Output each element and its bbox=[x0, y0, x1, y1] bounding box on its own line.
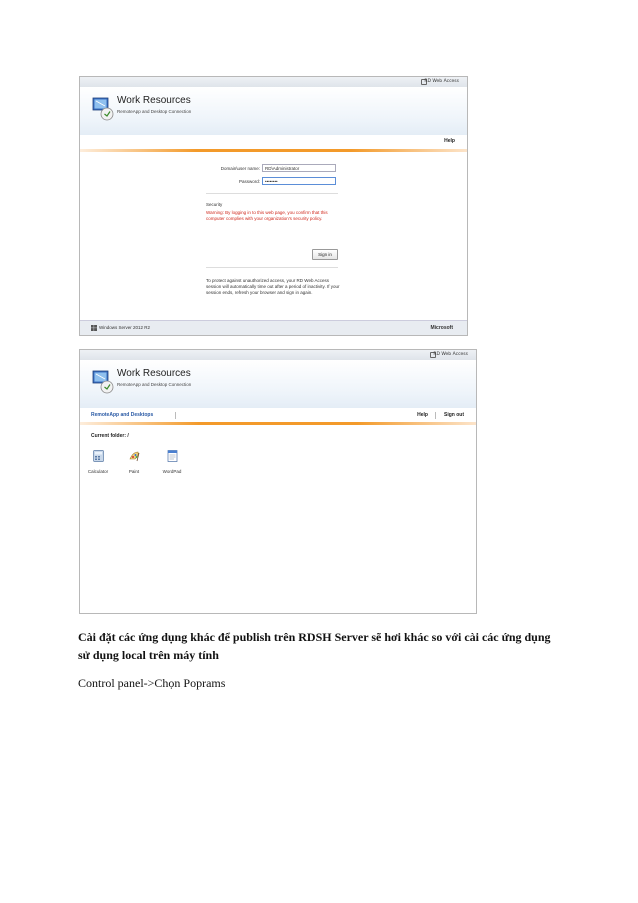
page-subtitle: RemoteApp and Desktop Connection bbox=[117, 109, 192, 114]
top-strip bbox=[80, 77, 467, 87]
app-wordpad[interactable] bbox=[158, 447, 186, 474]
current-folder: Current folder: / bbox=[91, 433, 129, 439]
app-label: Paint bbox=[128, 469, 140, 474]
remoteapp-logo-icon bbox=[92, 96, 114, 122]
windows-logo-icon bbox=[91, 325, 97, 331]
timeout-info: To protect against unauthorized access, your RD Web Access session will automatically time out after a period of inactivity. If your session ends, refresh your browser and sign in again. bbox=[206, 278, 340, 295]
security-heading: Security bbox=[206, 202, 223, 207]
header-band bbox=[80, 360, 476, 408]
login-screenshot bbox=[79, 76, 468, 336]
rd-web-access-label: RD Web Access bbox=[424, 79, 459, 84]
page-subtitle: RemoteApp and Desktop Connection bbox=[117, 382, 192, 387]
page-title: Work Resources bbox=[117, 368, 191, 379]
footer bbox=[80, 320, 467, 335]
tab-remoteapp-desktops[interactable]: RemoteApp and Desktops bbox=[91, 412, 154, 418]
rd-web-access-label: RD Web Access bbox=[433, 352, 468, 357]
domain-input[interactable]: RD\Administrator bbox=[262, 164, 336, 172]
divider bbox=[206, 193, 338, 194]
bold-paragraph: Cài đặt các ứng dụng khác để publish trên RDSH Server sẽ hơi khác so với cài các ứng dụng sử dụng local trên máy tính bbox=[78, 630, 551, 662]
windows-server-label: Windows Server 2012 R2 bbox=[99, 325, 151, 330]
calculator-icon bbox=[93, 450, 104, 462]
wordpad-icon bbox=[167, 450, 178, 462]
app-label: Calculator bbox=[87, 469, 109, 474]
header-band bbox=[80, 87, 467, 135]
app-calculator[interactable] bbox=[84, 447, 112, 474]
help-link[interactable]: Help bbox=[417, 412, 428, 418]
remoteapp-logo-icon bbox=[92, 369, 114, 395]
body-line: Control panel->Chọn Poprams bbox=[78, 676, 226, 690]
orange-accent-bar bbox=[80, 149, 467, 152]
nav-separator bbox=[435, 412, 436, 419]
sign-in-button[interactable]: Sign in bbox=[312, 249, 338, 260]
help-link[interactable]: Help bbox=[444, 138, 455, 144]
orange-accent-bar bbox=[80, 422, 476, 425]
paint-icon bbox=[129, 450, 140, 462]
sign-out-link[interactable]: Sign out bbox=[444, 412, 464, 418]
security-warning: Warning: By logging in to this web page, you confirm that this computer complies with your organization's security policy. bbox=[206, 210, 328, 221]
top-strip bbox=[80, 350, 476, 360]
domain-label: Domain\user name: bbox=[220, 166, 260, 171]
page-title: Work Resources bbox=[117, 95, 191, 106]
app-label: WordPad bbox=[162, 469, 182, 474]
nav-bar bbox=[80, 135, 467, 149]
password-input[interactable]: •••••••• bbox=[262, 177, 336, 185]
remoteapp-screenshot bbox=[79, 349, 477, 614]
password-label: Password: bbox=[238, 179, 260, 184]
divider bbox=[206, 267, 338, 268]
nav-separator bbox=[175, 412, 176, 419]
nav-bar bbox=[80, 408, 476, 422]
microsoft-label: Microsoft bbox=[430, 325, 453, 331]
app-paint[interactable] bbox=[120, 447, 148, 474]
